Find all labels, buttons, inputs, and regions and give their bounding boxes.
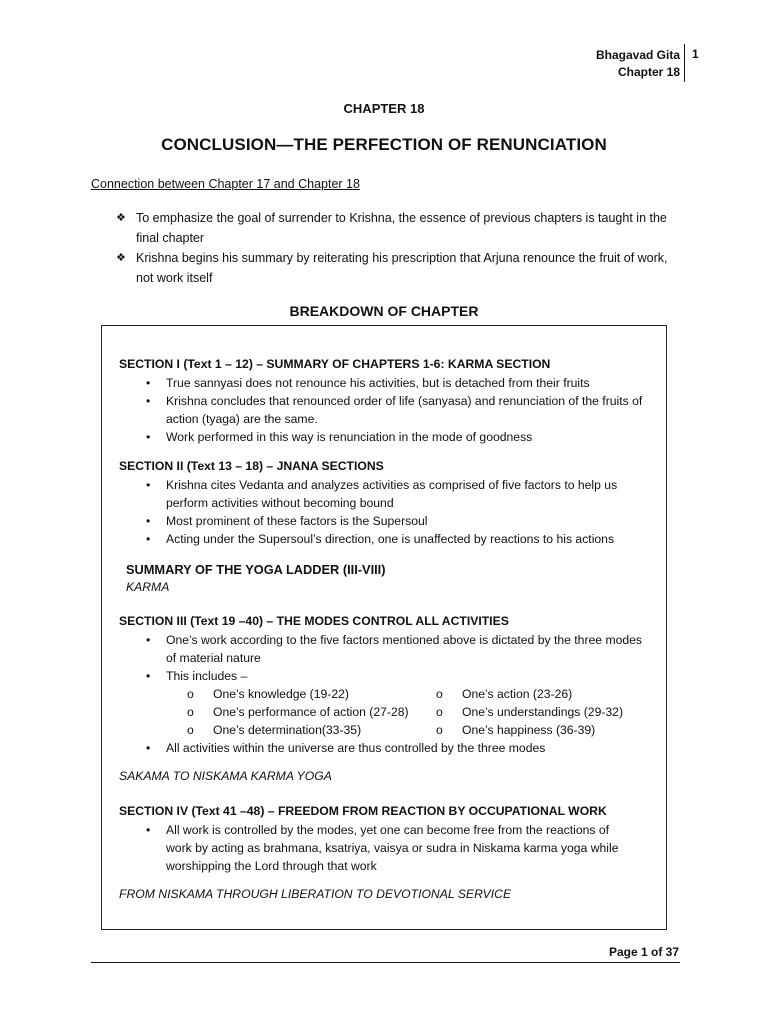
list-item: • One’s work according to the five factors mentioned above is dictated by the three modes of material nature (146, 633, 643, 665)
running-header (596, 47, 680, 81)
breakdown-heading: BREAKDOWN OF CHAPTER (289, 303, 479, 319)
circle-bullet-icon: o (187, 687, 194, 701)
niskama-subheading: FROM NISKAMA THROUGH LIBERATION TO DEVOTIONAL SERVICE (119, 887, 512, 901)
section-1-title: SECTION I (Text 1 – 12) – SUMMARY OF CHAPTERS 1-6: KARMA SECTION (119, 357, 551, 371)
bullet-dot-icon: • (146, 478, 151, 492)
list-item: o One’s determination(33-35) (187, 723, 362, 737)
header-divider (684, 44, 685, 82)
section-1-list (146, 374, 646, 446)
section-2-title: SECTION II (Text 13 – 18) – JNANA SECTIONS (119, 459, 384, 473)
list-item: o One’s happiness (36-39) (436, 723, 596, 737)
yoga-ladder-subtitle: KARMA (126, 580, 170, 594)
connection-heading: Connection between Chapter 17 and Chapter 18 (91, 177, 360, 191)
list-item: o One’s knowledge (19-22) (187, 687, 349, 701)
includes-left-column (187, 685, 409, 739)
circle-bullet-icon: o (187, 723, 194, 737)
list-item: o One’s action (23-26) (436, 687, 573, 701)
page-footer: Page 1 of 37 (608, 945, 679, 959)
list-item: ❖ Krishna begins his summary by reiterating his prescription that Arjuna renounce the fruit of work, not work itself (116, 248, 686, 288)
bullet-dot-icon: • (146, 376, 151, 390)
section-4-list (146, 821, 636, 875)
diamond-bullet-icon: ❖ (116, 252, 126, 264)
connection-bullet-list (116, 208, 686, 288)
circle-bullet-icon: o (436, 723, 443, 737)
list-item: • This includes – (146, 669, 248, 683)
circle-bullet-icon: o (187, 705, 194, 719)
bullet-dot-icon: • (146, 741, 151, 755)
bullet-dot-icon: • (146, 823, 151, 837)
list-item: • Most prominent of these factors is the Supersoul (146, 514, 428, 528)
bullet-dot-icon: • (146, 394, 151, 408)
list-item: o One’s understandings (29-32) (436, 705, 624, 719)
list-item: • True sannyasi does not renounce his activities, but is detached from their fruits (146, 376, 590, 390)
list-item: • Krishna concludes that renounced order of life (sanyasa) and renunciation of the fruits of action (tyaga) are the same. (146, 394, 643, 426)
list-item: • Acting under the Supersoul’s direction, one is unaffected by reactions to his actions (146, 532, 615, 546)
section-2-list (146, 476, 646, 548)
header-chapter: Chapter 18 (617, 65, 680, 79)
includes-right-column (436, 685, 623, 739)
bullet-dot-icon: • (146, 669, 151, 683)
page-title: CONCLUSION—THE PERFECTION OF RENUNCIATION (161, 135, 607, 154)
diamond-bullet-icon: ❖ (116, 212, 126, 224)
footer-divider (91, 962, 680, 963)
bullet-dot-icon: • (146, 430, 151, 444)
list-item: ❖ To emphasize the goal of surrender to Krishna, the essence of previous chapters is taught in the final chapter (116, 208, 686, 248)
list-item: • Work performed in this way is renunciation in the mode of goodness (146, 430, 533, 444)
list-item: • All work is controlled by the modes, yet one can become free from the reactions of work by acting as brahmana, ksatriya, vaisya or sudra in Niskama karma yoga while worshipping the Lord through that work (146, 823, 619, 873)
section-4-title: SECTION IV (Text 41 –48) – FREEDOM FROM REACTION BY OCCUPATIONAL WORK (119, 804, 607, 818)
circle-bullet-icon: o (436, 705, 443, 719)
circle-bullet-icon: o (436, 687, 443, 701)
bullet-dot-icon: • (146, 514, 151, 528)
header-page-number: 1 (692, 47, 699, 61)
list-item: o One’s performance of action (27-28) (187, 705, 409, 719)
section-3-list (146, 631, 646, 685)
list-item: • All activities within the universe are thus controlled by the three modes (146, 741, 546, 755)
yoga-ladder-title: SUMMARY OF THE YOGA LADDER (III-VIII) (126, 562, 386, 577)
section-3-list-end (146, 739, 646, 757)
bullet-dot-icon: • (146, 532, 151, 546)
section-3-title: SECTION III (Text 19 –40) – THE MODES CONTROL ALL ACTIVITIES (119, 614, 509, 628)
sakama-subheading: SAKAMA TO NISKAMA KARMA YOGA (119, 769, 332, 783)
list-item: • Krishna cites Vedanta and analyzes activities as comprised of five factors to help us perform activities without becoming bound (146, 478, 618, 510)
bullet-dot-icon: • (146, 633, 151, 647)
header-book-title: Bhagavad Gita (595, 48, 680, 62)
chapter-label: CHAPTER 18 (343, 101, 425, 116)
